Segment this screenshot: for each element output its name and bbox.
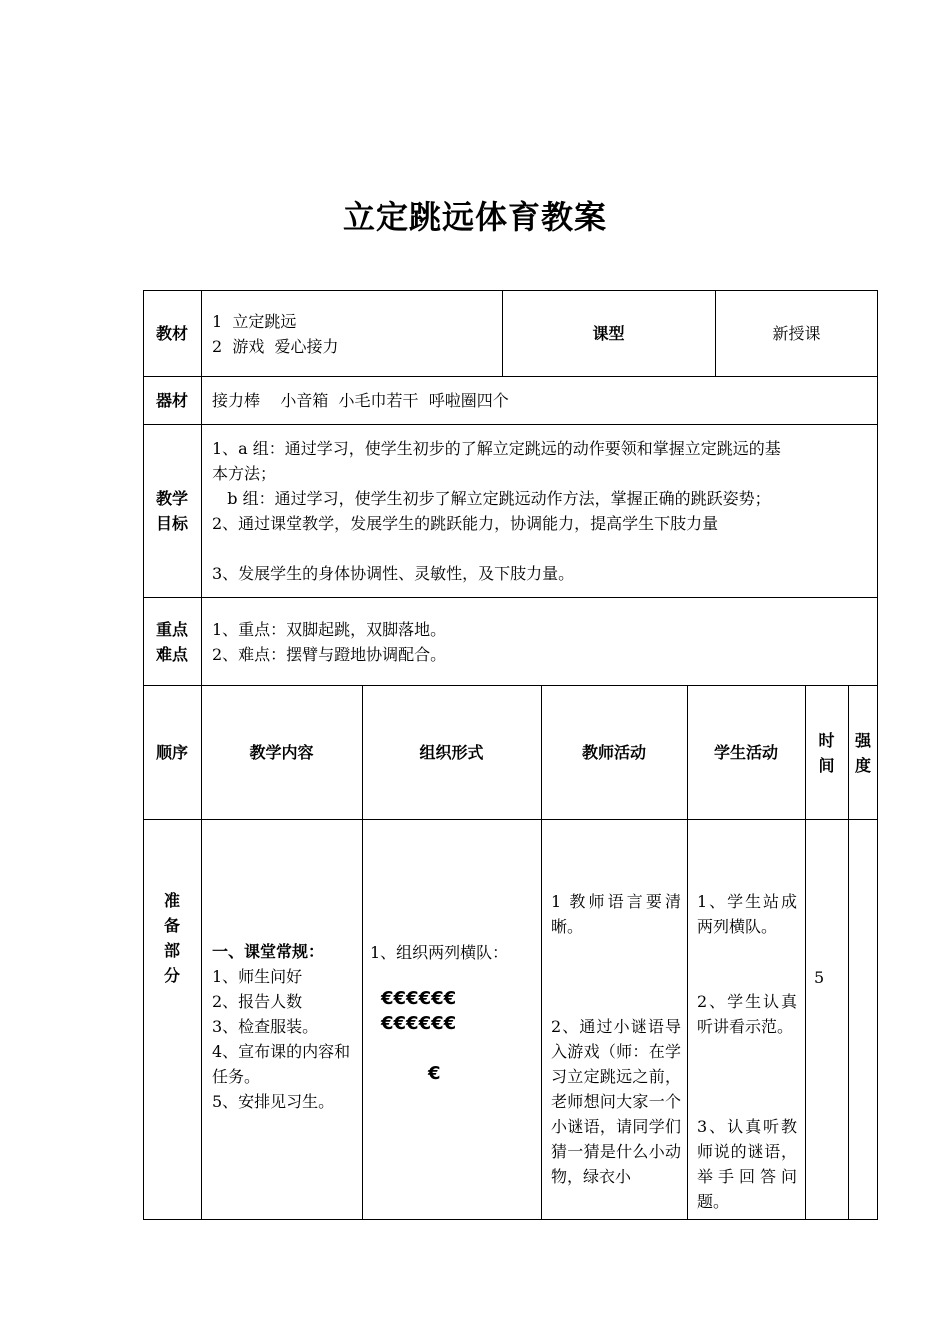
mubiao-line-3: b 组：通过学习，使学生初步了解立定跳远动作方法，掌握正确的跳跃姿势； <box>212 489 771 508</box>
jiaocai-label: 教材 <box>155 324 188 343</box>
header-teacher: 教师活动 <box>581 743 646 762</box>
row-divider <box>143 685 878 686</box>
header-content: 教学内容 <box>249 743 314 762</box>
student-activity-2: 2、学生认真听讲看示范。 <box>697 992 797 1036</box>
qicai-label: 器材 <box>155 391 188 410</box>
page-title: 立定跳远体育教案 <box>342 198 607 236</box>
mubiao-line-1: 1、a 组：通过学习，使学生初步的了解立定跳远的动作要领和掌握立定跳远的基 <box>212 439 781 458</box>
header-student: 学生活动 <box>713 743 778 762</box>
prep-time: 5 <box>814 968 825 987</box>
row-divider <box>143 376 878 377</box>
prep-content-heading: 一、课堂常规： <box>212 942 325 961</box>
student-activity-1: 1、学生站成两列横队。 <box>697 892 797 936</box>
col-divider <box>541 685 542 1220</box>
col-divider <box>362 685 363 1220</box>
prep-content-item-2: 2、报告人数 <box>212 992 303 1011</box>
jiaocai-line-2: 2 游戏 爱心接力 <box>212 337 339 356</box>
course-type-label: 课型 <box>592 324 625 343</box>
mubiao-label: 教学 目标 <box>155 489 188 533</box>
prep-org-text: 1、组织两列横队： <box>370 943 509 962</box>
jiaocai-line-1: 1 立定跳远 <box>212 312 297 331</box>
header-intensity: 强 度 <box>854 731 871 775</box>
header-time: 时 间 <box>818 731 835 775</box>
mubiao-line-2: 本方法； <box>212 464 277 483</box>
prep-content-item-1: 1、师生问好 <box>212 967 303 986</box>
header-org: 组织形式 <box>419 743 484 762</box>
zhongdian-line-1: 1、重点：双脚起跳，双脚落地。 <box>212 620 447 639</box>
formation-teacher: € <box>428 1063 441 1084</box>
formation-row-2: €€€€€€ <box>381 1013 457 1034</box>
course-type-value: 新授课 <box>772 324 821 343</box>
teacher-activity-1: 1 教师语言要清晰。 <box>551 892 681 936</box>
qicai-value: 接力棒 小音箱 小毛巾若干 呼啦圈四个 <box>212 391 509 410</box>
student-activity-3: 3、认真听教师说的谜语，举手回答问题。 <box>697 1117 797 1211</box>
mubiao-line-4: 2、通过课堂教学，发展学生的跳跃能力，协调能力，提高学生下肢力量 <box>212 514 719 533</box>
prep-label: 准 备 部 分 <box>163 891 180 985</box>
zhongdian-line-2: 2、难点：摆臂与蹬地协调配合。 <box>212 645 447 664</box>
prep-content-item-4: 4、宣布课的内容和任务。 <box>212 1042 351 1086</box>
row-divider <box>143 597 878 598</box>
prep-content-item-3: 3、检查服装。 <box>212 1017 319 1036</box>
row-divider <box>143 819 878 820</box>
zhongdian-label: 重点 难点 <box>155 620 188 664</box>
formation-row-1: €€€€€€ <box>381 988 457 1009</box>
mubiao-line-5: 3、发展学生的身体协调性、灵敏性，及下肢力量。 <box>212 564 575 583</box>
header-order: 顺序 <box>155 743 188 762</box>
prep-content-item-5: 5、安排见习生。 <box>212 1092 335 1111</box>
teacher-activity-2: 2、通过小谜语导入游戏（师：在学习立定跳远之前，老师想问大家一个小谜语，请同学们猜一猜是什么小动物，绿衣小 <box>551 1017 681 1186</box>
row-divider <box>143 424 878 425</box>
col-divider <box>687 685 688 1220</box>
